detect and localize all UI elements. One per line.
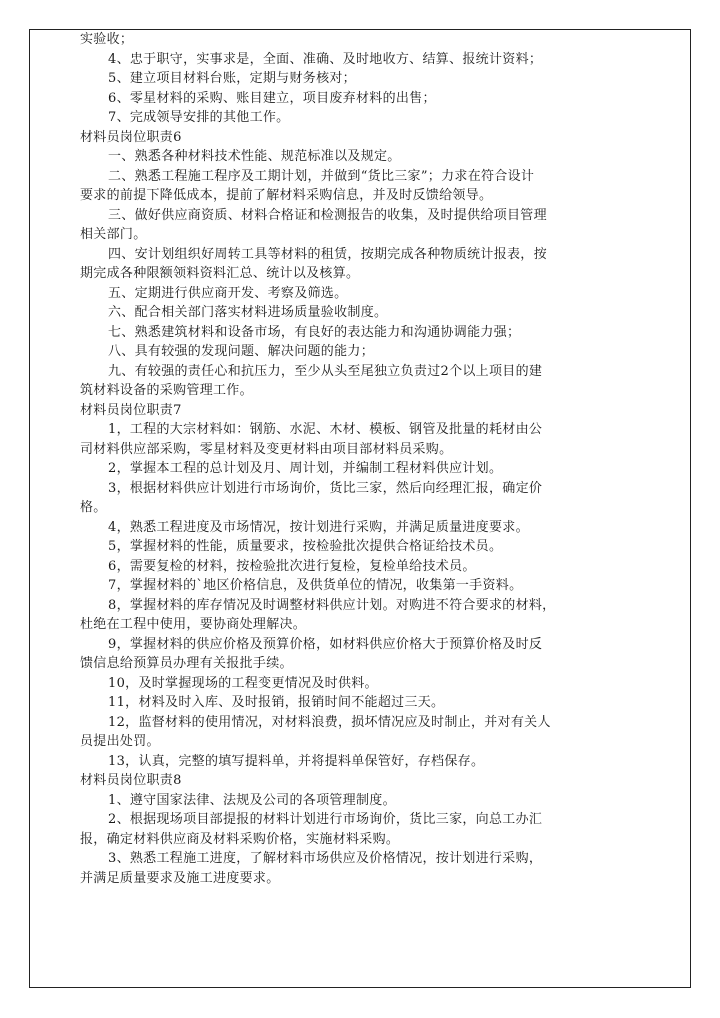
text-line: 一、熟悉各种材料技术性能、规范标准以及规定。 [108,149,401,164]
text-line: 10，及时掌握现场的工程变更情况及时供料。 [108,675,378,691]
text-line: 七、熟悉建筑材料和设备市场，有良好的表达能力和沟通协调能力强； [108,324,521,340]
text-line: 馈信息给预算员办理有关报批手续。 [80,656,293,671]
text-line: 5，掌握材料的性能，质量要求，按检验批次提供合格证给技术员。 [108,539,503,554]
text-line: 1、遵守国家法律、法规及公司的各项管理制度。 [108,792,396,808]
text-line: 三、做好供应商资质、材料合格证和检测报告的收集，及时提供给项目管理 [108,207,547,223]
text-line: 1，工程的大宗材料如：钢筋、水泥、木材、模板、钢管及批量的耗材由公 [108,422,543,437]
text-line: 六、配合相关部门落实材料进场质量验收制度。 [108,305,388,320]
text-line: 八、具有较强的发现问题、解决问题的能力； [108,344,375,359]
text-line: 四、安计划组织好周转工具等材料的租赁，按期完成各种物质统计报表，按 [108,246,547,262]
text-line: 员提出处罚。 [80,734,160,749]
text-line: 期完成各种限额领料资料汇总、统计以及核算。 [80,266,360,281]
text-line: 二、熟悉工程施工程序及工期计划，并做到“货比三家”；力求在符合设计 [108,168,535,184]
text-line: 五、定期进行供应商开发、考察及筛选。 [108,285,348,301]
text-line: 格。 [80,500,107,515]
text-line: 7、完成领导安排的其他工作。 [108,110,290,125]
text-line: 九、有较强的责任心和抗压力，至少从头至尾独立负责过2个以上项目的建 [108,363,543,379]
text-line: 司材料供应部采购，零星材料及变更材料由项目部材料员采购。 [80,441,453,457]
text-line: 2、根据现场项目部提报的材料计划进行市场询价，货比三家，向总工办汇 [108,812,543,827]
text-line: 9，掌握材料的供应价格及预算价格，如材料供应价格大于预算价格及时反 [108,636,543,652]
document-body [80,30,610,888]
text-line: 6，需要复检的材料，按检验批次进行复检，复检单给技术员。 [108,558,476,574]
text-line: 实验收； [80,32,134,47]
text-line: 要求的前提下降低成本，提前了解材料采购信息，并及时反馈给领导。 [80,188,493,203]
text-line: 报，确定材料供应商及材料采购价格，实施材料采购。 [80,831,400,847]
text-line: 8，掌握材料的库存情况及时调整材料供应计划。对购进不符合要求的材料， [108,597,556,613]
text-line: 筑材料设备的采购管理工作。 [80,383,253,398]
text-line: 6、零星材料的采购、账目建立，项目废弃材料的出售； [108,90,436,106]
text-line: 7，掌握材料的`地区价格信息，及供货单位的情况，收集第一手资料。 [108,578,523,593]
text-line: 11，材料及时入库、及时报销，报销时间不能超过三天。 [108,695,445,710]
text-line: 杜绝在工程中使用，要协商处理解决。 [80,617,307,632]
text-line: 12，监督材料的使用情况，对材料浪费，损坏情况应及时制止，并对有关人 [108,714,551,730]
text-line: 2，掌握本工程的总计划及月、周计划，并编制工程材料供应计划。 [108,461,503,476]
text-line: 相关部门。 [80,227,147,242]
text-line: 3，根据材料供应计划进行市场询价，货比三家，然后向经理汇报，确定价 [108,480,543,496]
text-line: 13，认真，完整的填写提料单，并将提料单保管好，存档保存。 [108,753,485,769]
text-line: 3、熟悉工程施工进度，了解材料市场供应及价格情况，按计划进行采购， [108,851,543,866]
text-line: 并满足质量要求及施工进度要求。 [80,870,280,886]
text-line: 5、建立项目材料台账，定期与财务核对； [108,71,356,86]
text-line: 4、忠于职守，实事求是，全面、准确、及时地收方、结算、报统计资料； [108,51,543,67]
text-line: 4，熟悉工程进度及市场情况，按计划进行采购，并满足质量进度要求。 [108,519,529,535]
text-line: 材料员岗位职责8 [80,773,182,788]
text-line: 材料员岗位职责6 [80,129,182,145]
text-line: 材料员岗位职责7 [80,402,182,418]
